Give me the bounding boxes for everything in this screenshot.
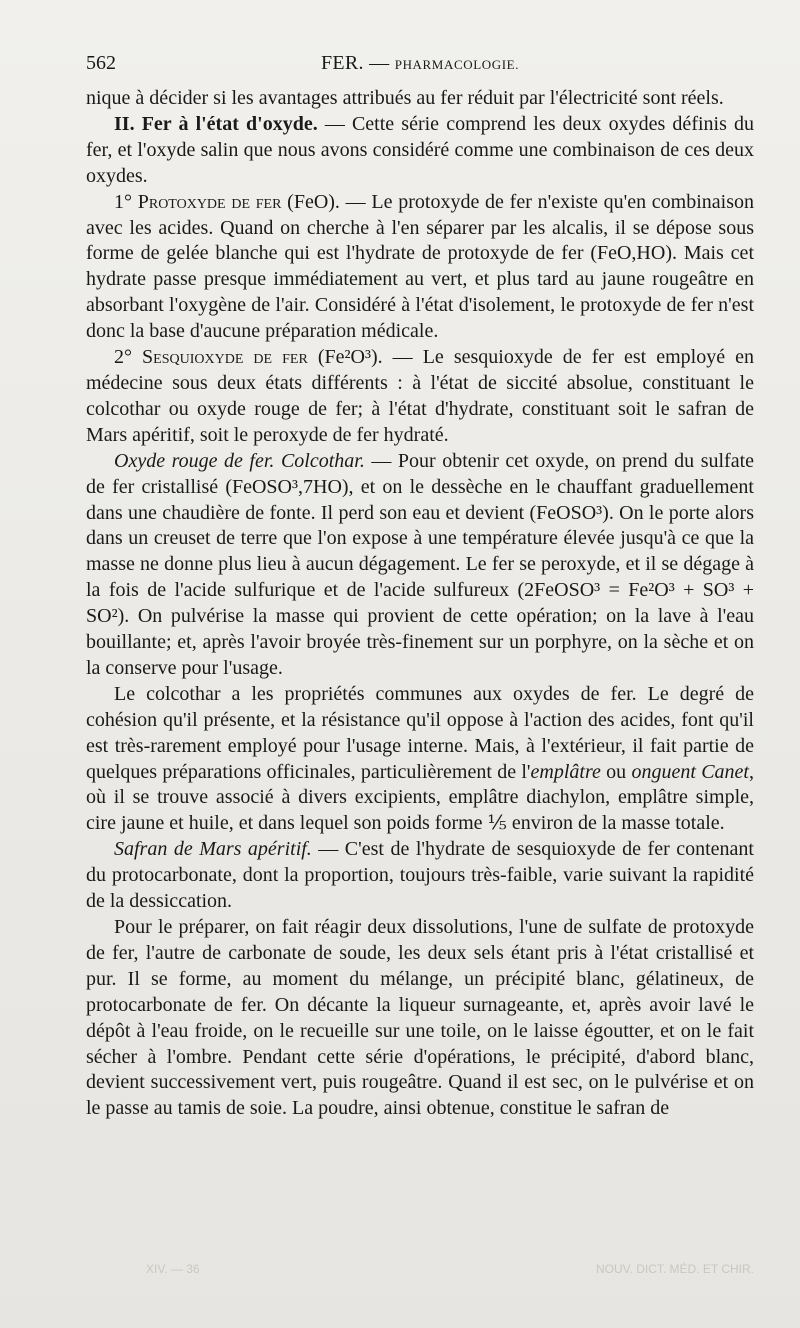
running-title-main: FER. [320,52,364,74]
footer-bleed-through [86,1262,754,1282]
text-run: ou [600,760,632,783]
page-number: 562 [86,52,116,74]
footer-title: NOUV. DICT. MÉD. ET CHIR. [595,1262,754,1276]
item-number: 2° [114,346,143,369]
paragraph-colcothar-properties [86,682,754,837]
paragraph-safran [86,837,754,915]
protoxyde-body: (FeO). — Le protoxyde de fer n'existe qu'en combinaison avec les acides. Quand on cherche à l'en séparer par les alcalis, il se dépose sous forme de gelée blanche qui est l'hydrate de protoxyde de fer (FeO,HO). Mais cet hydrate passe presque immédiatement au vert, et plus tard au jaune rougeâtre en absorbant l'oxygène de l'air. Considéré à l'état d'isolement, le protoxyde de fer n'est donc la base d'aucune préparation médicale. [86,190,755,343]
safran-body: — C'est de l'hydrate de sesquioxyde de fer contenant du protocarbonate, dont la proportion, toujours très-faible, varie suivant la rapidité de la dessiccation. [86,838,754,913]
section-body: — Cette série comprend les deux oxydes définis du fer, et l'oxyde salin que nous avons considéré comme une combinaison de ces deux oxydes. [86,112,755,187]
text-run: Le colcothar a les propriétés communes aux oxydes de fer. Le degré de cohésion qu'il présente, et la résistance qu'il oppose à l'action des acides, font qu'il est très-rarement employé pour l'usage interne. Mais, à l'extérieur, il fait partie de quelques préparations officinales, particulièrement de l' [86,682,754,783]
heading-colcothar: Oxyde rouge de fer. Colcothar. [114,449,365,472]
text-run: , où il se trouve associé à divers excipients, emplâtre diachylon, emplâtre simple, cire jaune et huile, et dans lequel son poids forme ⅕ environ de la masse totale. [86,760,754,835]
sesquioxyde-body: (Fe²O³). — Le sesquioxyde de fer est employé en médecine sous deux états différents : à l'état de siccité absolue, constituant le colcothar ou oxyde rouge de fer; à l'état d'hydrate, constituant soit le safran de Mars apéritif, soit le peroxyde de fer hydraté. [86,346,755,446]
running-title-dash: — [363,52,395,74]
heading-sesquioxyde: Sesquioxyde de fer [142,346,308,369]
running-title [86,52,754,75]
body-text [86,86,754,1122]
paragraph-preparation: Pour le préparer, on fait réagir deux dissolutions, l'une de sulfate de protoxyde de fer, l'autre de carbonate de soude, les deux sels étant pris à l'état cristallisé et pur. Il se forme, au moment du mélange, un précipité blanc, gélatineux, de protocarbonate de fer. On décante la liqueur surnageante, et, après avoir lavé le dépôt à l'eau froide, on le recueille sur une toile, on le laisse égoutter, et on le fait sécher à l'ombre. Pendant cette série d'opérations, le précipité, d'abord blanc, devient successivement vert, puis rougeâtre. Quand il est sec, on le pulvérise et on le passe au tamis de soie. La poudre, ainsi obtenue, constitue le safran de [86,916,754,1120]
running-header [86,52,754,80]
heading-protoxyde: Protoxyde de fer [137,190,282,213]
heading-safran: Safran de Mars apéritif. [114,838,312,861]
footer-signature: XIV. — 36 [146,1262,200,1276]
term-onguent-canet: onguent Canet [631,760,749,783]
running-title-sub: PHARMACOLOGIE. [394,57,520,72]
paragraph-continuation: nique à décider si les avantages attribués au fer réduit par l'électricité sont réels. [86,87,724,109]
colcothar-body: — Pour obtenir cet oxyde, on prend du sulfate de fer cristallisé (FeOSO³,7HO), et on le dessèche en le chauffant graduellement dans une chaudière de fonte. Il perd son eau et devient (FeOSO³). On le porte alors dans un creuset de terre que l'on expose à une température élevée jusqu'à ce que la masse ne donne plus lieu à aucun dégagement. Le fer se peroxyde, et il se dégage à la fois de l'acide sulfurique et de l'acide sulfureux (2FeOSO³ = Fe²O³ + SO³ + SO²). On pulvérise la masse qui provient de cette opération; on la lave à l'eau bouillante; et, après l'avoir broyée très-finement sur un porphyre, on la sèche et on la conserve pour l'usage. [86,449,755,679]
paragraph-protoxyde [86,190,754,345]
paragraph-sesquioxyde [86,345,754,449]
paragraph-colcothar [86,449,754,682]
section-heading-oxyde: II. Fer à l'état d'oxyde. [114,112,318,135]
paragraph-section-ii [86,112,754,190]
item-number: 1° [114,190,138,213]
term-emplatre: emplâtre [530,760,601,783]
